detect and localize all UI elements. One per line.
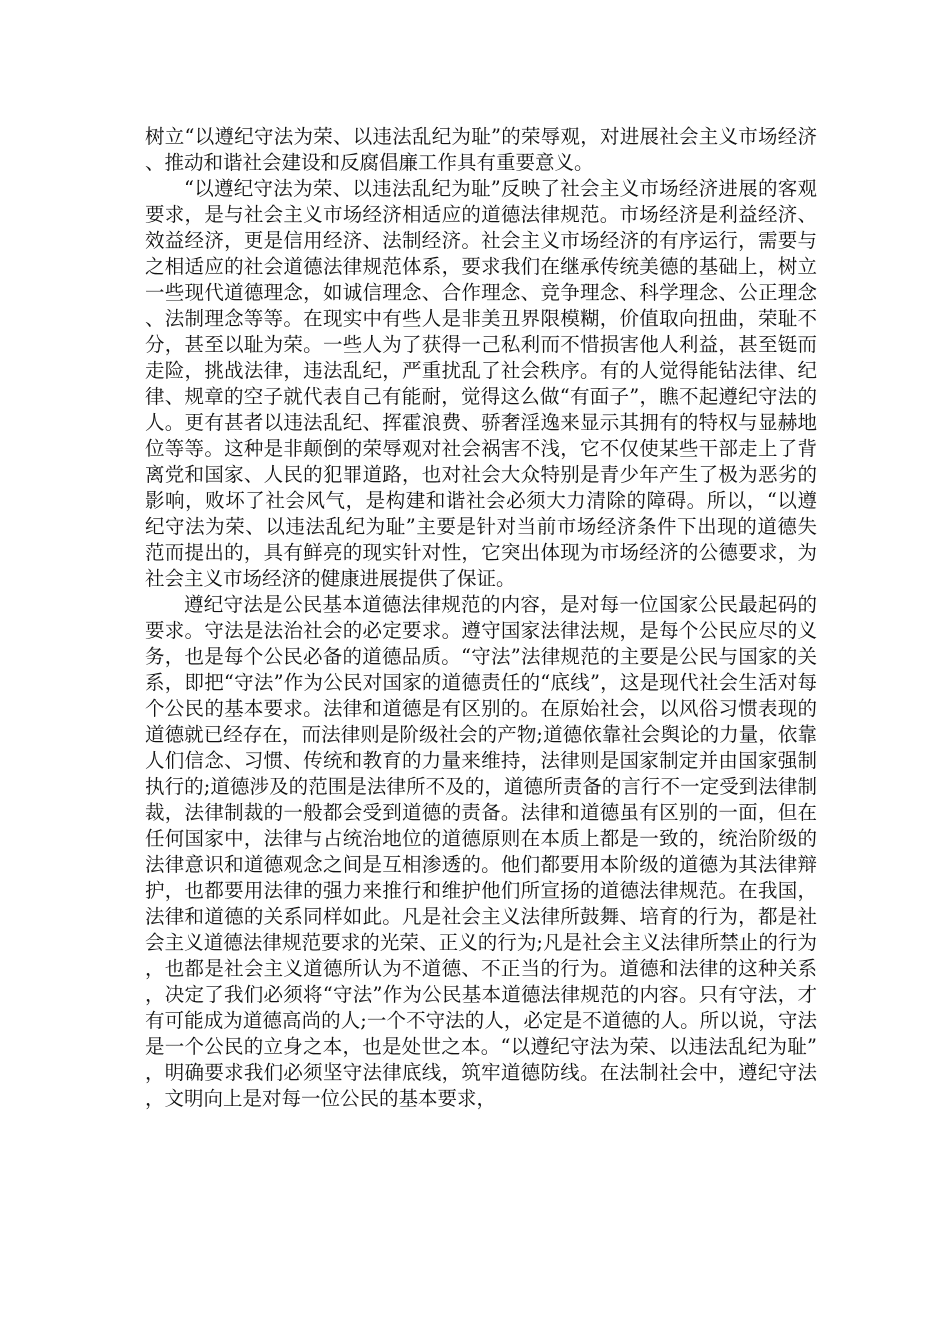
paragraph-1: 树立“以遵纪守法为荣、以违法乱纪为耻”的荣辱观，对进展社会主义市场经济、推动和谐社会建设和反腐倡廉工作具有重要意义。 [145,125,817,174]
paragraph-3: 遵纪守法是公民基本道德法律规范的内容，是对每一位国家公民最起码的要求。守法是法治社会的必定要求。遵守国家法律法规，是每个公民应尽的义务，也是每个公民必备的道德品质。“守法”法律规范的主要是公民与国家的关系，即把“守法”作为公民对国家的道德责任的“底线”，这是现代社会生活对每个公民的基本要求。法律和道德是有区别的。在原始社会，以风俗习惯表现的道德就已经存在，而法律则是阶级社会的产物;道德依靠社会舆论的力量，依靠人们信念、习惯、传统和教育的力量来维持，法律则是国家制定并由国家强制执行的;道德涉及的范围是法律所不及的，道德所责备的言行不一定受到法律制裁，法律制裁的一般都会受到道德的责备。法律和道德虽有区别的一面，但在任何国家中，法律与占统治地位的道德原则在本质上都是一致的，统治阶级的法律意识和道德观念之间是互相渗透的。他们都要用本阶级的道德为其法律辩护，也都要用法律的强力来推行和维护他们所宣扬的道德法律规范。在我国，法律和道德的关系同样如此。凡是社会主义法律所鼓舞、培育的行为，都是社会主义道德法律规范要求的光荣、正义的行为;凡是社会主义法律所禁止的行为，也都是社会主义道德所认为不道德、不正当的行为。道德和法律的这种关系，决定了我们必须将“守法”作为公民基本道德法律规范的内容。只有守法，才有可能成为道德高尚的人;一个不守法的人，必定是不道德的人。所以说，守法是一个公民的立身之本，也是处世之本。“以遵纪守法为荣、以违法乱纪为耻”，明确要求我们必须坚守法律底线，筑牢道德防线。在法制社会中，遵纪守法，文明向上是对每一位公民的基本要求， [145,593,817,1110]
document-body [145,124,817,1112]
paragraph-2: “以遵纪守法为荣、以违法乱纪为耻”反映了社会主义市场经济进展的客观要求，是与社会主义市场经济相适应的道德法律规范。市场经济是利益经济、效益经济，更是信用经济、法制经济。社会主义市场经济的有序运行，需要与之相适应的社会道德法律规范体系，要求我们在继承传统美德的基础上，树立一些现代道德理念，如诚信理念、合作理念、竞争理念、科学理念、公正理念、法制理念等等。在现实中有些人是非美丑界限模糊，价值取向扭曲，荣耻不分，甚至以耻为荣。一些人为了获得一己私利而不惜损害他人利益，甚至铤而走险，挑战法律，违法乱纪，严重扰乱了社会秩序。有的人觉得能钻法律、纪律、规章的空子就代表自己有能耐，觉得这么做“有面子”，瞧不起遵纪守法的人。更有甚者以违法乱纪、挥霍浪费、骄奢淫逸来显示其拥有的特权与显赫地位等等。这种是非颠倒的荣辱观对社会祸害不浅，它不仅使某些干部走上了背离党和国家、人民的犯罪道路，也对社会大众特别是青少年产生了极为恶劣的影响，败坏了社会风气，是构建和谐社会必须大力清除的障碍。所以，“以遵纪守法为荣、以违法乱纪为耻”主要是针对当前市场经济条件下出现的道德失范而提出的，具有鲜亮的现实针对性，它突出体现为市场经济的公德要求，为社会主义市场经济的健康进展提供了保证。 [145,177,817,590]
